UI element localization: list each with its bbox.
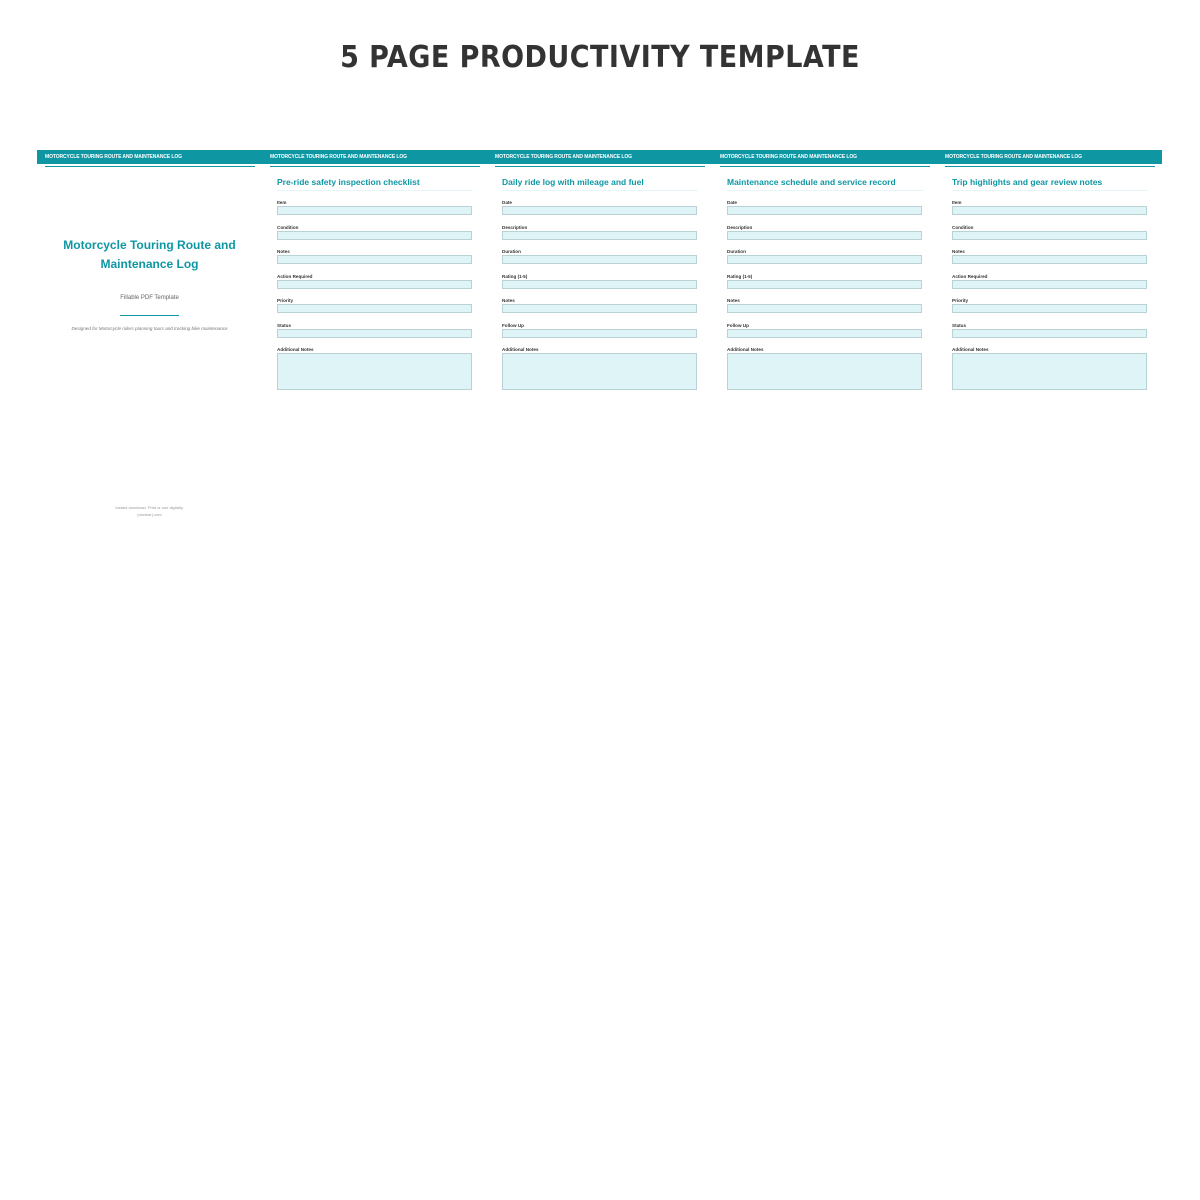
cover-title-line1: Motorcycle Touring Route and: [63, 238, 236, 252]
cover-title: [37, 236, 262, 274]
header-rule: [720, 166, 930, 167]
form-input-field[interactable]: [727, 280, 922, 289]
cover-page: [37, 150, 262, 530]
form-input-field[interactable]: [727, 255, 922, 264]
section-title: Daily ride log with mileage and fuel: [502, 177, 644, 187]
field-label: Notes: [727, 298, 740, 303]
header-rule: [270, 166, 480, 167]
page-header-text: MOTORCYCLE TOURING ROUTE AND MAINTENANCE LOG: [270, 154, 407, 160]
form-input-field[interactable]: [727, 329, 922, 338]
field-label: Follow Up: [502, 322, 524, 328]
form-page: [712, 150, 937, 530]
section-rule: [727, 190, 923, 191]
field-label: Rating (1-5): [502, 273, 528, 279]
form-input-field[interactable]: [727, 231, 922, 240]
field-label: Duration: [727, 249, 746, 254]
form-input-field[interactable]: [952, 280, 1147, 289]
additional-notes-field[interactable]: [277, 353, 472, 390]
form-input-field[interactable]: [502, 304, 697, 313]
additional-notes-field[interactable]: [952, 353, 1147, 390]
field-label: Priority: [277, 298, 294, 303]
field-label: Status: [952, 322, 967, 328]
form-input-field[interactable]: [277, 329, 472, 338]
form-input-field[interactable]: [502, 231, 697, 240]
additional-notes-field[interactable]: [727, 353, 922, 390]
page-header-text: MOTORCYCLE TOURING ROUTE AND MAINTENANCE LOG: [45, 154, 182, 160]
page-strip: [37, 150, 1163, 530]
field-label: Description: [727, 224, 753, 230]
field-label: Priority: [952, 298, 969, 303]
header-rule: [45, 166, 255, 167]
field-label: Date: [727, 200, 737, 205]
section-title: Maintenance schedule and service record: [727, 177, 896, 187]
field-label: Item: [952, 200, 962, 205]
cover-footer-line1: Instant download. Print or use digitally.: [115, 505, 184, 510]
form-input-field[interactable]: [277, 206, 472, 215]
header-rule: [495, 166, 705, 167]
cover-divider: [120, 315, 179, 316]
form-input-field[interactable]: [952, 304, 1147, 313]
cover-description: Designed for Motorcycle riders planning tours and tracking bike maintenance: [71, 326, 228, 331]
page-header-text: MOTORCYCLE TOURING ROUTE AND MAINTENANCE LOG: [945, 154, 1082, 160]
page-header-bar: [937, 150, 1162, 164]
section-rule: [952, 190, 1148, 191]
field-label: Duration: [502, 249, 521, 254]
field-label: Rating (1-5): [727, 273, 753, 279]
field-label: Action Required: [277, 273, 313, 279]
cover-footer: [37, 504, 262, 518]
form-page: [262, 150, 487, 530]
section-rule: [277, 190, 473, 191]
additional-notes-label: Additional Notes: [727, 347, 764, 352]
field-label: Condition: [952, 224, 974, 230]
cover-footer-line2: (unclear).com: [137, 512, 162, 517]
form-input-field[interactable]: [952, 206, 1147, 215]
field-label: Status: [277, 322, 292, 328]
page-header-text: MOTORCYCLE TOURING ROUTE AND MAINTENANCE LOG: [720, 154, 857, 160]
form-input-field[interactable]: [502, 280, 697, 289]
header-rule: [945, 166, 1155, 167]
field-label: Notes: [952, 249, 965, 254]
form-input-field[interactable]: [502, 329, 697, 338]
section-title: Trip highlights and gear review notes: [952, 177, 1103, 187]
form-input-field[interactable]: [277, 255, 472, 264]
form-input-field[interactable]: [277, 304, 472, 313]
field-label: Action Required: [952, 273, 988, 279]
form-input-field[interactable]: [502, 206, 697, 215]
field-label: Item: [277, 200, 287, 205]
additional-notes-field[interactable]: [502, 353, 697, 390]
form-input-field[interactable]: [727, 206, 922, 215]
section-rule: [502, 190, 698, 191]
page-header-bar: [487, 150, 712, 164]
cover-title-line2: Maintenance Log: [100, 257, 199, 271]
field-label: Notes: [502, 298, 515, 303]
additional-notes-label: Additional Notes: [502, 347, 539, 352]
field-label: Date: [502, 200, 512, 205]
form-input-field[interactable]: [502, 255, 697, 264]
additional-notes-label: Additional Notes: [277, 347, 314, 352]
page-header-bar: [262, 150, 487, 164]
form-page: [487, 150, 712, 530]
page-header-bar: [712, 150, 937, 164]
form-input-field[interactable]: [277, 280, 472, 289]
cover-subtitle: Fillable PDF Template: [120, 295, 179, 301]
additional-notes-label: Additional Notes: [952, 347, 989, 352]
page-header-bar: [37, 150, 262, 164]
form-input-field[interactable]: [727, 304, 922, 313]
headline: 5 PAGE PRODUCTIVITY TEMPLATE: [340, 40, 860, 75]
section-title: Pre-ride safety inspection checklist: [277, 177, 420, 187]
form-page: [937, 150, 1162, 530]
form-input-field[interactable]: [952, 255, 1147, 264]
field-label: Notes: [277, 249, 290, 254]
form-input-field[interactable]: [952, 329, 1147, 338]
page-header-text: MOTORCYCLE TOURING ROUTE AND MAINTENANCE LOG: [495, 154, 632, 160]
form-input-field[interactable]: [952, 231, 1147, 240]
field-label: Follow Up: [727, 322, 749, 328]
field-label: Condition: [277, 224, 299, 230]
form-input-field[interactable]: [277, 231, 472, 240]
field-label: Description: [502, 224, 528, 230]
